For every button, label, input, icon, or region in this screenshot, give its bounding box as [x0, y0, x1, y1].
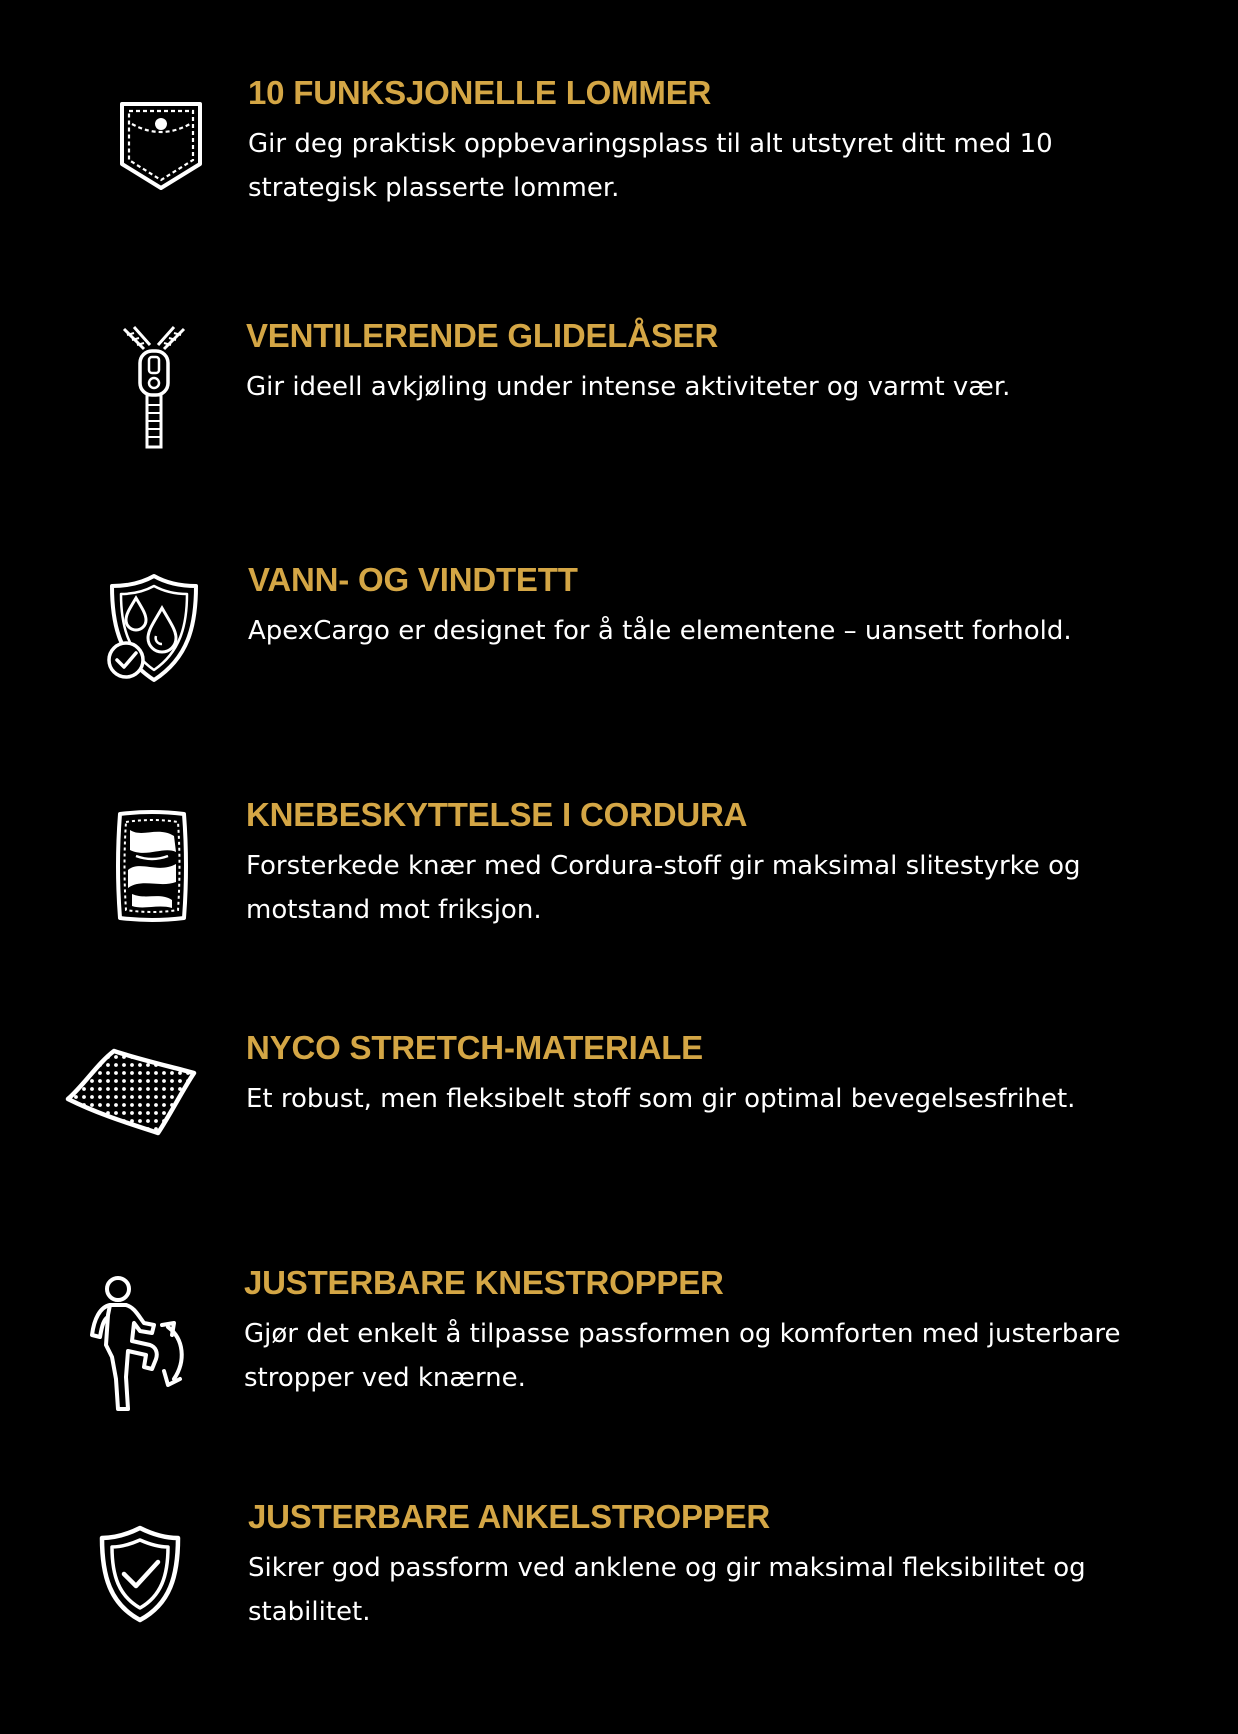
feature-title: VANN- OG VINDTETT [248, 561, 578, 598]
feature-title: JUSTERBARE KNESTROPPER [244, 1264, 724, 1301]
zipper-icon [118, 325, 190, 451]
feature-item-ankle-straps [0, 1494, 1238, 1674]
feature-title: JUSTERBARE ANKELSTROPPER [248, 1498, 771, 1535]
feature-item-stretch-material [0, 1025, 1238, 1205]
fabric-icon [64, 1045, 198, 1139]
feature-item-knee-straps [0, 1260, 1238, 1440]
shield-check-icon [96, 1524, 184, 1624]
feature-description: Gjør det enkelt å tilpasse passformen og komforten med justerbare stropper ved knærne. [244, 1319, 1121, 1393]
knee-pad-icon [112, 808, 192, 924]
feature-item-pockets [0, 70, 1238, 250]
feature-title: KNEBESKYTTELSE I CORDURA [246, 796, 748, 833]
feature-title: 10 FUNKSJONELLE LOMMER [248, 74, 712, 111]
water-shield-icon [106, 572, 202, 684]
feature-title: VENTILERENDE GLIDELÅSER [246, 317, 719, 354]
feature-item-zippers [0, 313, 1238, 493]
feature-description: Forsterkede knær med Cordura-stoff gir maksimal slitestyrke og motstand mot friksjon. [246, 851, 1081, 925]
feature-description: Gir ideell avkjøling under intense aktiviteter og varmt vær. [246, 372, 1011, 402]
knee-strap-icon [88, 1275, 192, 1413]
pocket-icon [118, 100, 204, 192]
feature-item-knee-protection [0, 792, 1238, 972]
feature-description: Gir deg praktisk oppbevaringsplass til alt utstyret ditt med 10 strategisk plasserte lommer. [248, 129, 1053, 203]
feature-title: NYCO STRETCH-MATERIALE [246, 1029, 703, 1066]
feature-description: Et robust, men fleksibelt stoff som gir optimal bevegelsesfrihet. [246, 1084, 1076, 1114]
feature-item-waterproof [0, 557, 1238, 737]
feature-description: Sikrer god passform ved anklene og gir maksimal fleksibilitet og stabilitet. [248, 1553, 1086, 1627]
feature-description: ApexCargo er designet for å tåle elementene – uansett forhold. [248, 616, 1072, 646]
